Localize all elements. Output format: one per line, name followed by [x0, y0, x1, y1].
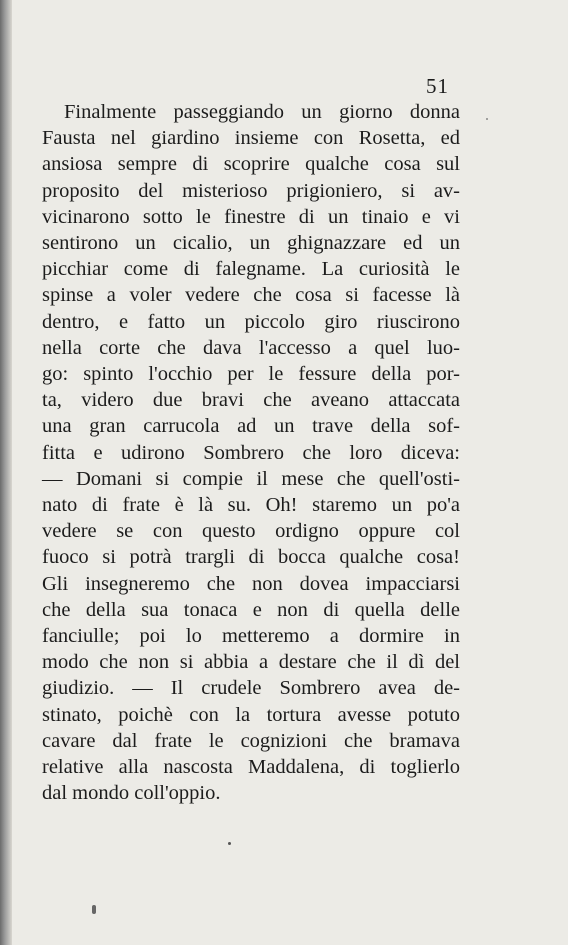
- text-line: Gli insegneremo che non dovea impacciarsi: [42, 572, 460, 595]
- body-paragraph: [42, 99, 460, 806]
- text-line: dal mondo coll'oppio.: [42, 782, 221, 805]
- text-line: ansiosa sempre di scoprire qualche cosa sul: [42, 153, 460, 176]
- text-line: vedere se con questo ordigno oppure col: [42, 520, 460, 543]
- text-line: nato di frate è là su. Oh! staremo un po'a: [42, 494, 460, 517]
- text-line: relative alla nascosta Maddalena, di toglierlo: [42, 756, 460, 779]
- text-line: spinse a voler vedere che cosa si facesse là: [42, 284, 460, 307]
- text-line: stinato, poichè con la tortura avesse potuto: [42, 703, 460, 726]
- page-spine-shadow: [0, 0, 12, 945]
- paper-speck: [92, 905, 96, 914]
- page-number: 51: [426, 74, 449, 98]
- paper-speck: [486, 118, 488, 120]
- text-line: fuoco si potrà trargli di bocca qualche cosa!: [42, 546, 460, 569]
- text-line: ta, videro due bravi che aveano attaccata: [42, 389, 460, 412]
- text-line: Fausta nel giardino insieme con Rosetta, ed: [42, 127, 460, 150]
- text-line: go: spinto l'occhio per le fessure della por-: [42, 363, 460, 386]
- text-line: proposito del misterioso prigioniero, si av-: [42, 179, 460, 202]
- text-line: dentro, e fatto un piccolo giro riuscirono: [42, 310, 460, 333]
- text-line: picchiar come di falegname. La curiosità le: [42, 258, 460, 281]
- text-line: nella corte che dava l'accesso a quel luo-: [42, 336, 460, 359]
- text-line: modo che non si abbia a destare che il dì del: [42, 651, 460, 674]
- text-line: una gran carrucola ad un trave della sof-: [42, 415, 460, 438]
- text-line: sentirono un cicalio, un ghignazzare ed un: [42, 232, 460, 255]
- text-line: giudizio. — Il crudele Sombrero avea de-: [42, 677, 460, 700]
- text-line: che della sua tonaca e non di quella delle: [42, 598, 460, 621]
- text-line: cavare dal frate le cognizioni che bramava: [42, 729, 460, 752]
- text-line: vicinarono sotto le finestre di un tinaio e vi: [42, 205, 460, 228]
- text-line: fitta e udirono Sombrero che loro diceva:: [42, 441, 460, 464]
- text-line: fanciulle; poi lo metteremo a dormire in: [42, 625, 460, 648]
- paper-speck: [228, 842, 231, 845]
- text-line: — Domani si compie il mese che quell'osti-: [42, 467, 460, 490]
- text-line: Finalmente passeggiando un giorno donna: [64, 101, 460, 123]
